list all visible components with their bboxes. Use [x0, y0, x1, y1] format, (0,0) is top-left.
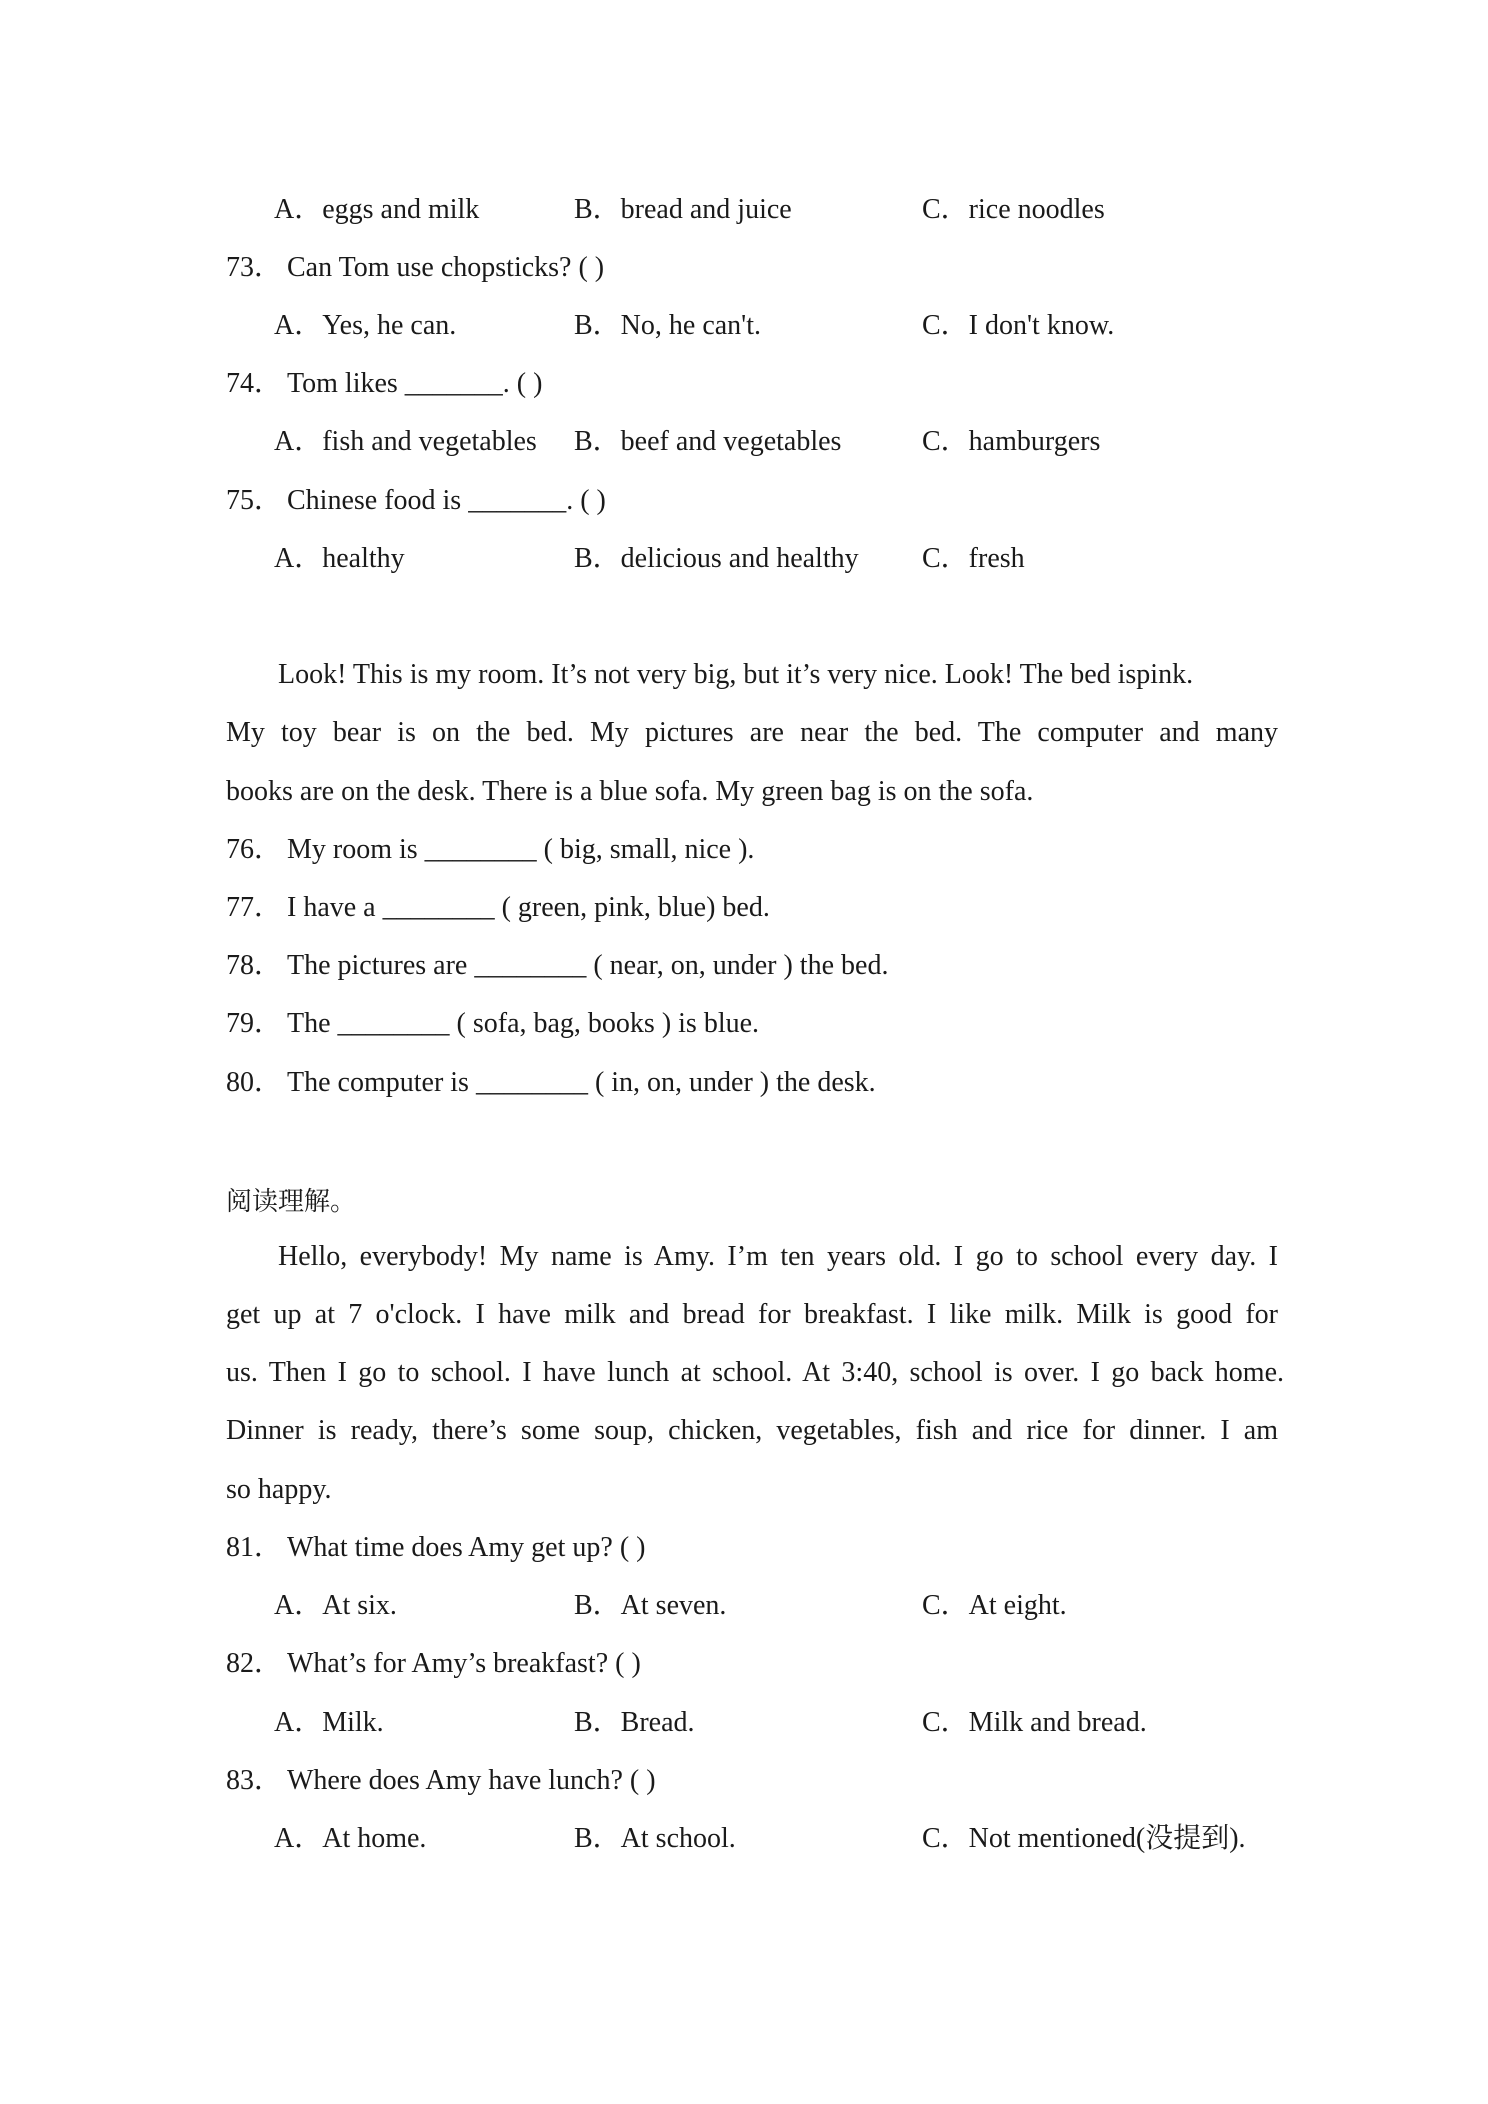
q72-option-b: B．bread and juice: [574, 194, 792, 225]
passage2-line-4: Dinner is ready, there’s some soup, chicken, vegetables, fish and rice for dinner. I am: [226, 1415, 1278, 1446]
passage2-line-1: Hello, everybody! My name is Amy. I’m ten years old. I go to school every day. I: [278, 1241, 1278, 1272]
q79-number: 79．: [226, 1008, 283, 1039]
q81-option-b: B．At seven.: [574, 1590, 727, 1621]
q82-number: 82．: [226, 1648, 283, 1679]
q82-option-b: B．Bread.: [574, 1707, 695, 1738]
passage1-line-3: books are on the desk. There is a blue sofa. My green bag is on the sofa.: [226, 776, 1034, 807]
q74-option-c: C．hamburgers: [922, 426, 1101, 457]
q77-number: 77．: [226, 892, 283, 923]
q74-option-b: B．beef and vegetables: [574, 426, 842, 457]
passage1-line-2: My toy bear is on the bed. My pictures are near the bed. The computer and many: [226, 717, 1278, 748]
q75-option-a: A．healthy: [274, 543, 405, 574]
q82-text: What’s for Amy’s breakfast? ( ): [287, 1648, 641, 1679]
passage2-line-2: get up at 7 o'clock. I have milk and bread for breakfast. I like milk. Milk is good for: [226, 1299, 1278, 1330]
q83-option-a: A．At home.: [274, 1823, 427, 1854]
q72-option-c: C．rice noodles: [922, 194, 1105, 225]
q80-number: 80．: [226, 1067, 283, 1098]
q74-text: Tom likes _______. ( ): [287, 368, 543, 399]
q72-option-a: A．eggs and milk: [274, 194, 480, 225]
q75-option-c: C．fresh: [922, 543, 1025, 574]
q79-text: The ________ ( sofa, bag, books ) is blue.: [287, 1008, 760, 1039]
passage1-line-1: Look! This is my room. It’s not very big, but it’s very nice. Look! The bed ispink.: [278, 659, 1194, 690]
q78-text: The pictures are ________ ( near, on, under ) the bed.: [287, 950, 889, 981]
q83-text: Where does Amy have lunch? ( ): [287, 1765, 656, 1796]
q81-option-a: A．At six.: [274, 1590, 397, 1621]
q73-number: 73．: [226, 252, 283, 283]
q73-text: Can Tom use chopsticks? ( ): [287, 252, 605, 283]
q80-text: The computer is ________ ( in, on, under ) the desk.: [287, 1067, 876, 1098]
q82-option-a: A．Milk.: [274, 1707, 384, 1738]
q73-option-b: B．No, he can't.: [574, 310, 762, 341]
q74-number: 74．: [226, 368, 283, 399]
passage2-line-5: so happy.: [226, 1474, 332, 1505]
q74-option-a: A．fish and vegetables: [274, 426, 537, 457]
section-heading: 阅读理解。: [226, 1187, 357, 1217]
q83-option-c: C．Not mentioned(没提到).: [922, 1823, 1246, 1854]
passage2-line-3: us. Then I go to school. I have lunch at school. At 3:40, school is over. I go back home.: [226, 1357, 1284, 1388]
q75-number: 75．: [226, 485, 283, 516]
q76-number: 76．: [226, 834, 283, 865]
q75-text: Chinese food is _______. ( ): [287, 485, 606, 516]
q73-option-a: A．Yes, he can.: [274, 310, 457, 341]
q83-number: 83．: [226, 1765, 283, 1796]
q81-text: What time does Amy get up? ( ): [287, 1532, 646, 1563]
q77-text: I have a ________ ( green, pink, blue) bed.: [287, 892, 770, 923]
q73-option-c: C．I don't know.: [922, 310, 1115, 341]
q81-option-c: C．At eight.: [922, 1590, 1067, 1621]
q82-option-c: C．Milk and bread.: [922, 1707, 1147, 1738]
q81-number: 81．: [226, 1532, 283, 1563]
q76-text: My room is ________ ( big, small, nice ).: [287, 834, 755, 865]
q83-option-b: B．At school.: [574, 1823, 736, 1854]
q78-number: 78．: [226, 950, 283, 981]
q75-option-b: B．delicious and healthy: [574, 543, 859, 574]
